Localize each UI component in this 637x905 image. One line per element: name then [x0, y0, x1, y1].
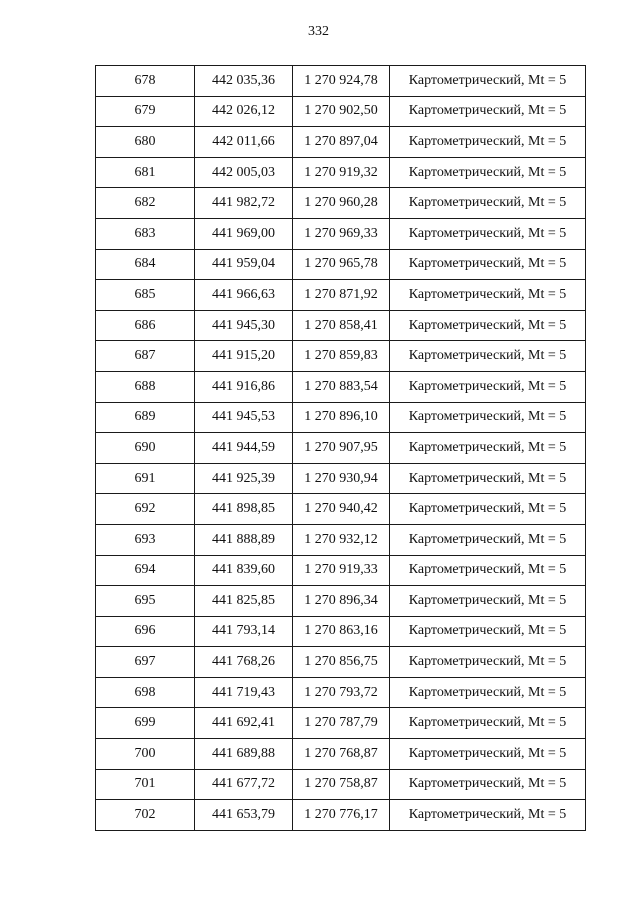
x-coordinate-cell: 441 653,79 — [195, 800, 293, 831]
point-number-cell: 699 — [96, 708, 195, 739]
table-row — [96, 433, 586, 464]
y-coordinate-cell: 1 270 856,75 — [293, 647, 390, 678]
x-coordinate-cell: 442 026,12 — [195, 96, 293, 127]
method-cell: Картометрический, Mt = 5 — [390, 310, 586, 341]
table-row — [96, 463, 586, 494]
table-row — [96, 800, 586, 831]
y-coordinate-cell: 1 270 883,54 — [293, 371, 390, 402]
x-coordinate-cell: 441 945,30 — [195, 310, 293, 341]
x-coordinate-cell: 442 011,66 — [195, 127, 293, 158]
table-row — [96, 555, 586, 586]
table-row — [96, 371, 586, 402]
method-cell: Картометрический, Mt = 5 — [390, 463, 586, 494]
method-cell: Картометрический, Mt = 5 — [390, 157, 586, 188]
point-number-cell: 690 — [96, 433, 195, 464]
table-row — [96, 647, 586, 678]
table-row — [96, 341, 586, 372]
point-number-cell: 679 — [96, 96, 195, 127]
point-number-cell: 683 — [96, 218, 195, 249]
point-number-cell: 701 — [96, 769, 195, 800]
x-coordinate-cell: 441 689,88 — [195, 739, 293, 770]
x-coordinate-cell: 441 959,04 — [195, 249, 293, 280]
table-row — [96, 769, 586, 800]
y-coordinate-cell: 1 270 960,28 — [293, 188, 390, 219]
point-number-cell: 685 — [96, 280, 195, 311]
table-row — [96, 310, 586, 341]
method-cell: Картометрический, Mt = 5 — [390, 647, 586, 678]
method-cell: Картометрический, Mt = 5 — [390, 555, 586, 586]
point-number-cell: 678 — [96, 66, 195, 97]
table-row — [96, 708, 586, 739]
method-cell: Картометрический, Mt = 5 — [390, 218, 586, 249]
point-number-cell: 698 — [96, 677, 195, 708]
y-coordinate-cell: 1 270 859,83 — [293, 341, 390, 372]
method-cell: Картометрический, Mt = 5 — [390, 66, 586, 97]
x-coordinate-cell: 441 677,72 — [195, 769, 293, 800]
table-row — [96, 280, 586, 311]
x-coordinate-cell: 442 005,03 — [195, 157, 293, 188]
y-coordinate-cell: 1 270 919,32 — [293, 157, 390, 188]
method-cell: Картометрический, Mt = 5 — [390, 800, 586, 831]
point-number-cell: 694 — [96, 555, 195, 586]
table-row — [96, 96, 586, 127]
method-cell: Картометрический, Mt = 5 — [390, 494, 586, 525]
y-coordinate-cell: 1 270 919,33 — [293, 555, 390, 586]
y-coordinate-cell: 1 270 965,78 — [293, 249, 390, 280]
point-number-cell: 686 — [96, 310, 195, 341]
method-cell: Картометрический, Mt = 5 — [390, 341, 586, 372]
method-cell: Картометрический, Mt = 5 — [390, 402, 586, 433]
x-coordinate-cell: 441 692,41 — [195, 708, 293, 739]
point-number-cell: 692 — [96, 494, 195, 525]
table-row — [96, 494, 586, 525]
x-coordinate-cell: 441 916,86 — [195, 371, 293, 402]
y-coordinate-cell: 1 270 897,04 — [293, 127, 390, 158]
method-cell: Картометрический, Mt = 5 — [390, 249, 586, 280]
method-cell: Картометрический, Mt = 5 — [390, 586, 586, 617]
point-number-cell: 695 — [96, 586, 195, 617]
page-number: 332 — [308, 24, 329, 39]
x-coordinate-cell: 441 966,63 — [195, 280, 293, 311]
table-row — [96, 402, 586, 433]
method-cell: Картометрический, Mt = 5 — [390, 769, 586, 800]
y-coordinate-cell: 1 270 924,78 — [293, 66, 390, 97]
method-cell: Картометрический, Mt = 5 — [390, 708, 586, 739]
method-cell: Картометрический, Mt = 5 — [390, 433, 586, 464]
table-row — [96, 739, 586, 770]
point-number-cell: 689 — [96, 402, 195, 433]
table-row — [96, 677, 586, 708]
point-number-cell: 691 — [96, 463, 195, 494]
y-coordinate-cell: 1 270 776,17 — [293, 800, 390, 831]
coordinates-table-body — [96, 66, 586, 831]
x-coordinate-cell: 441 915,20 — [195, 341, 293, 372]
point-number-cell: 687 — [96, 341, 195, 372]
x-coordinate-cell: 441 925,39 — [195, 463, 293, 494]
y-coordinate-cell: 1 270 858,41 — [293, 310, 390, 341]
y-coordinate-cell: 1 270 793,72 — [293, 677, 390, 708]
x-coordinate-cell: 441 768,26 — [195, 647, 293, 678]
table-row — [96, 188, 586, 219]
method-cell: Картометрический, Mt = 5 — [390, 739, 586, 770]
x-coordinate-cell: 441 839,60 — [195, 555, 293, 586]
coordinates-table — [95, 65, 586, 831]
y-coordinate-cell: 1 270 969,33 — [293, 218, 390, 249]
y-coordinate-cell: 1 270 902,50 — [293, 96, 390, 127]
point-number-cell: 693 — [96, 524, 195, 555]
point-number-cell: 684 — [96, 249, 195, 280]
y-coordinate-cell: 1 270 940,42 — [293, 494, 390, 525]
x-coordinate-cell: 442 035,36 — [195, 66, 293, 97]
method-cell: Картометрический, Mt = 5 — [390, 677, 586, 708]
y-coordinate-cell: 1 270 896,10 — [293, 402, 390, 433]
table-row — [96, 586, 586, 617]
table-row — [96, 249, 586, 280]
method-cell: Картометрический, Mt = 5 — [390, 127, 586, 158]
method-cell: Картометрический, Mt = 5 — [390, 96, 586, 127]
point-number-cell: 696 — [96, 616, 195, 647]
table-row — [96, 524, 586, 555]
table-row — [96, 127, 586, 158]
x-coordinate-cell: 441 825,85 — [195, 586, 293, 617]
table-row — [96, 66, 586, 97]
point-number-cell: 697 — [96, 647, 195, 678]
table-row — [96, 616, 586, 647]
y-coordinate-cell: 1 270 896,34 — [293, 586, 390, 617]
x-coordinate-cell: 441 982,72 — [195, 188, 293, 219]
method-cell: Картометрический, Mt = 5 — [390, 616, 586, 647]
y-coordinate-cell: 1 270 768,87 — [293, 739, 390, 770]
y-coordinate-cell: 1 270 932,12 — [293, 524, 390, 555]
method-cell: Картометрический, Mt = 5 — [390, 371, 586, 402]
point-number-cell: 682 — [96, 188, 195, 219]
y-coordinate-cell: 1 270 871,92 — [293, 280, 390, 311]
y-coordinate-cell: 1 270 787,79 — [293, 708, 390, 739]
point-number-cell: 681 — [96, 157, 195, 188]
table-row — [96, 157, 586, 188]
method-cell: Картометрический, Mt = 5 — [390, 280, 586, 311]
point-number-cell: 688 — [96, 371, 195, 402]
y-coordinate-cell: 1 270 907,95 — [293, 433, 390, 464]
table-row — [96, 218, 586, 249]
x-coordinate-cell: 441 898,85 — [195, 494, 293, 525]
point-number-cell: 680 — [96, 127, 195, 158]
y-coordinate-cell: 1 270 863,16 — [293, 616, 390, 647]
x-coordinate-cell: 441 719,43 — [195, 677, 293, 708]
x-coordinate-cell: 441 888,89 — [195, 524, 293, 555]
method-cell: Картометрический, Mt = 5 — [390, 524, 586, 555]
method-cell: Картометрический, Mt = 5 — [390, 188, 586, 219]
x-coordinate-cell: 441 944,59 — [195, 433, 293, 464]
point-number-cell: 702 — [96, 800, 195, 831]
x-coordinate-cell: 441 945,53 — [195, 402, 293, 433]
y-coordinate-cell: 1 270 758,87 — [293, 769, 390, 800]
y-coordinate-cell: 1 270 930,94 — [293, 463, 390, 494]
x-coordinate-cell: 441 969,00 — [195, 218, 293, 249]
point-number-cell: 700 — [96, 739, 195, 770]
x-coordinate-cell: 441 793,14 — [195, 616, 293, 647]
